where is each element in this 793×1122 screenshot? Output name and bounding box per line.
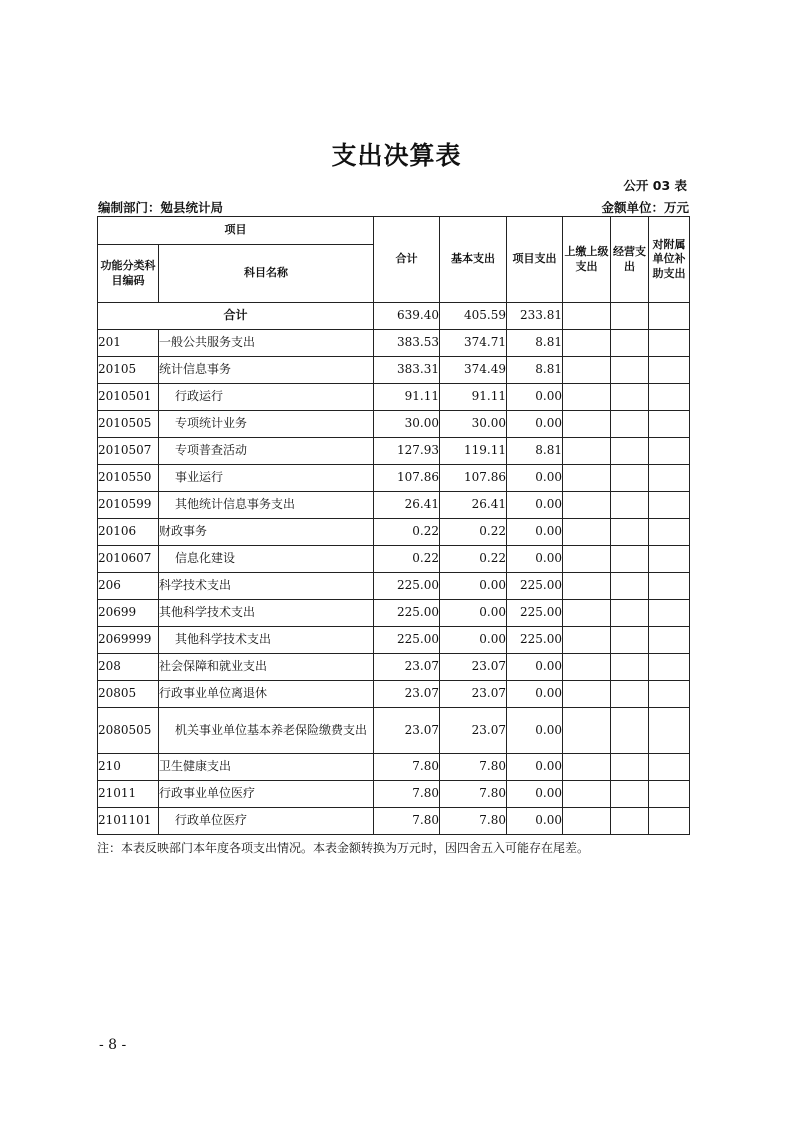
row-superior xyxy=(563,708,611,754)
table-row xyxy=(98,384,690,411)
row-project: 0.00 xyxy=(507,681,563,708)
row-code: 2101101 xyxy=(98,808,159,835)
row-superior xyxy=(563,384,611,411)
row-project: 0.00 xyxy=(507,654,563,681)
row-operating xyxy=(611,600,649,627)
row-basic: 107.86 xyxy=(440,465,507,492)
row-code: 2069999 xyxy=(98,627,159,654)
row-basic: 0.00 xyxy=(440,600,507,627)
row-basic: 91.11 xyxy=(440,384,507,411)
row-name: 其他统计信息事务支出 xyxy=(159,492,374,519)
row-project: 0.00 xyxy=(507,754,563,781)
unit-label: 金额单位：万元 xyxy=(601,200,689,215)
row-operating xyxy=(611,330,649,357)
row-total: 127.93 xyxy=(374,438,440,465)
row-basic: 0.00 xyxy=(440,573,507,600)
row-code: 201 xyxy=(98,330,159,357)
row-operating xyxy=(611,438,649,465)
row-operating xyxy=(611,573,649,600)
table-row xyxy=(98,781,690,808)
row-operating xyxy=(611,781,649,808)
row-subsidy xyxy=(649,546,690,573)
header-basic: 基本支出 xyxy=(440,217,507,303)
row-name: 其他科学技术支出 xyxy=(159,627,374,654)
row-superior xyxy=(563,519,611,546)
row-name: 事业运行 xyxy=(159,465,374,492)
row-subsidy xyxy=(649,384,690,411)
table-row xyxy=(98,411,690,438)
row-basic: 0.22 xyxy=(440,546,507,573)
row-operating xyxy=(611,754,649,781)
row-name: 行政事业单位医疗 xyxy=(159,781,374,808)
row-total: 23.07 xyxy=(374,654,440,681)
row-name: 科学技术支出 xyxy=(159,573,374,600)
row-project: 0.00 xyxy=(507,492,563,519)
row-total: 225.00 xyxy=(374,627,440,654)
row-subsidy xyxy=(649,492,690,519)
row-subsidy xyxy=(649,708,690,754)
row-total: 23.07 xyxy=(374,681,440,708)
row-basic: 23.07 xyxy=(440,654,507,681)
row-superior xyxy=(563,754,611,781)
row-operating xyxy=(611,465,649,492)
table-row xyxy=(98,546,690,573)
table-row xyxy=(98,754,690,781)
row-code: 2010501 xyxy=(98,384,159,411)
row-total: 26.41 xyxy=(374,492,440,519)
row-project: 0.00 xyxy=(507,519,563,546)
row-code: 20699 xyxy=(98,600,159,627)
row-total: 23.07 xyxy=(374,708,440,754)
table-row xyxy=(98,708,690,754)
row-code: 2010599 xyxy=(98,492,159,519)
header-project: 项目支出 xyxy=(507,217,563,303)
header-operating: 经营支出 xyxy=(611,217,649,303)
row-operating xyxy=(611,519,649,546)
row-basic: 23.07 xyxy=(440,708,507,754)
row-project: 0.00 xyxy=(507,546,563,573)
row-project: 0.00 xyxy=(507,411,563,438)
table-row xyxy=(98,438,690,465)
row-name: 卫生健康支出 xyxy=(159,754,374,781)
row-operating xyxy=(611,384,649,411)
row-basic: 7.80 xyxy=(440,808,507,835)
row-code: 2010507 xyxy=(98,438,159,465)
row-project: 0.00 xyxy=(507,708,563,754)
total-operating xyxy=(611,303,649,330)
row-superior xyxy=(563,781,611,808)
total-label: 合计 xyxy=(98,303,374,330)
row-project: 8.81 xyxy=(507,438,563,465)
row-basic: 30.00 xyxy=(440,411,507,438)
row-total: 107.86 xyxy=(374,465,440,492)
row-superior xyxy=(563,654,611,681)
form-number: 公开 03 表 xyxy=(623,178,687,193)
row-name: 机关事业单位基本养老保险缴费支出 xyxy=(159,708,374,754)
table-row xyxy=(98,465,690,492)
row-name: 财政事务 xyxy=(159,519,374,546)
row-total: 383.53 xyxy=(374,330,440,357)
row-code: 2080505 xyxy=(98,708,159,754)
row-code: 21011 xyxy=(98,781,159,808)
row-superior xyxy=(563,492,611,519)
row-name: 行政运行 xyxy=(159,384,374,411)
row-name: 专项统计业务 xyxy=(159,411,374,438)
row-code: 206 xyxy=(98,573,159,600)
row-total: 7.80 xyxy=(374,808,440,835)
row-subsidy xyxy=(649,411,690,438)
row-subsidy xyxy=(649,627,690,654)
row-operating xyxy=(611,681,649,708)
row-subsidy xyxy=(649,519,690,546)
table-row xyxy=(98,519,690,546)
row-name: 行政单位医疗 xyxy=(159,808,374,835)
row-subsidy xyxy=(649,781,690,808)
row-subsidy xyxy=(649,465,690,492)
total-subsidy xyxy=(649,303,690,330)
row-subsidy xyxy=(649,754,690,781)
row-name: 一般公共服务支出 xyxy=(159,330,374,357)
row-project: 225.00 xyxy=(507,600,563,627)
row-name: 行政事业单位离退休 xyxy=(159,681,374,708)
row-basic: 0.22 xyxy=(440,519,507,546)
row-project: 225.00 xyxy=(507,573,563,600)
row-code: 20805 xyxy=(98,681,159,708)
row-basic: 23.07 xyxy=(440,681,507,708)
row-basic: 374.71 xyxy=(440,330,507,357)
row-total: 30.00 xyxy=(374,411,440,438)
row-code: 2010550 xyxy=(98,465,159,492)
row-subsidy xyxy=(649,357,690,384)
row-superior xyxy=(563,627,611,654)
row-project: 0.00 xyxy=(507,781,563,808)
row-basic: 119.11 xyxy=(440,438,507,465)
header-code: 功能分类科目编码 xyxy=(98,245,159,303)
table-row xyxy=(98,600,690,627)
footnote: 注：本表反映部门本年度各项支出情况。本表金额转换为万元时，因四舍五入可能存在尾差。 xyxy=(97,841,590,855)
table-row xyxy=(98,654,690,681)
table-row xyxy=(98,357,690,384)
header-total: 合计 xyxy=(374,217,440,303)
row-operating xyxy=(611,546,649,573)
row-superior xyxy=(563,808,611,835)
row-project: 0.00 xyxy=(507,808,563,835)
row-project: 0.00 xyxy=(507,465,563,492)
total-superior xyxy=(563,303,611,330)
row-subsidy xyxy=(649,600,690,627)
row-code: 20105 xyxy=(98,357,159,384)
page-number: - 8 - xyxy=(99,1037,127,1053)
row-total: 0.22 xyxy=(374,519,440,546)
total-row xyxy=(98,303,690,330)
row-operating xyxy=(611,411,649,438)
row-basic: 7.80 xyxy=(440,754,507,781)
row-subsidy xyxy=(649,808,690,835)
row-superior xyxy=(563,438,611,465)
row-basic: 0.00 xyxy=(440,627,507,654)
row-subsidy xyxy=(649,438,690,465)
row-code: 208 xyxy=(98,654,159,681)
row-code: 2010607 xyxy=(98,546,159,573)
row-project: 8.81 xyxy=(507,357,563,384)
row-superior xyxy=(563,411,611,438)
row-name: 专项普查活动 xyxy=(159,438,374,465)
row-name: 信息化建设 xyxy=(159,546,374,573)
row-total: 225.00 xyxy=(374,573,440,600)
header-item: 项目 xyxy=(98,217,374,245)
total-basic: 405.59 xyxy=(440,303,507,330)
row-name: 统计信息事务 xyxy=(159,357,374,384)
row-basic: 374.49 xyxy=(440,357,507,384)
header-subsidy: 对附属单位补助支出 xyxy=(649,217,690,303)
row-project: 0.00 xyxy=(507,384,563,411)
header-superior: 上缴上级支出 xyxy=(563,217,611,303)
row-basic: 7.80 xyxy=(440,781,507,808)
table-row xyxy=(98,808,690,835)
table-row xyxy=(98,627,690,654)
table-row xyxy=(98,573,690,600)
row-subsidy xyxy=(649,681,690,708)
table-row xyxy=(98,492,690,519)
row-name: 其他科学技术支出 xyxy=(159,600,374,627)
row-operating xyxy=(611,492,649,519)
row-operating xyxy=(611,627,649,654)
department-label: 编制部门：勉县统计局 xyxy=(98,200,224,215)
row-total: 225.00 xyxy=(374,600,440,627)
row-name: 社会保障和就业支出 xyxy=(159,654,374,681)
row-code: 210 xyxy=(98,754,159,781)
row-code: 2010505 xyxy=(98,411,159,438)
row-superior xyxy=(563,546,611,573)
row-subsidy xyxy=(649,654,690,681)
row-superior xyxy=(563,600,611,627)
header-name: 科目名称 xyxy=(159,245,374,303)
row-code: 20106 xyxy=(98,519,159,546)
row-superior xyxy=(563,573,611,600)
row-superior xyxy=(563,357,611,384)
row-superior xyxy=(563,465,611,492)
row-total: 7.80 xyxy=(374,754,440,781)
row-total: 0.22 xyxy=(374,546,440,573)
total-total: 639.40 xyxy=(374,303,440,330)
row-operating xyxy=(611,654,649,681)
total-project: 233.81 xyxy=(507,303,563,330)
row-operating xyxy=(611,357,649,384)
row-superior xyxy=(563,330,611,357)
page-title: 支出决算表 xyxy=(331,141,462,170)
row-superior xyxy=(563,681,611,708)
expenditure-table xyxy=(97,216,690,835)
row-operating xyxy=(611,808,649,835)
table-row xyxy=(98,330,690,357)
row-operating xyxy=(611,708,649,754)
row-basic: 26.41 xyxy=(440,492,507,519)
table-row xyxy=(98,681,690,708)
row-project: 225.00 xyxy=(507,627,563,654)
row-total: 91.11 xyxy=(374,384,440,411)
row-total: 383.31 xyxy=(374,357,440,384)
row-subsidy xyxy=(649,573,690,600)
row-project: 8.81 xyxy=(507,330,563,357)
row-total: 7.80 xyxy=(374,781,440,808)
row-subsidy xyxy=(649,330,690,357)
